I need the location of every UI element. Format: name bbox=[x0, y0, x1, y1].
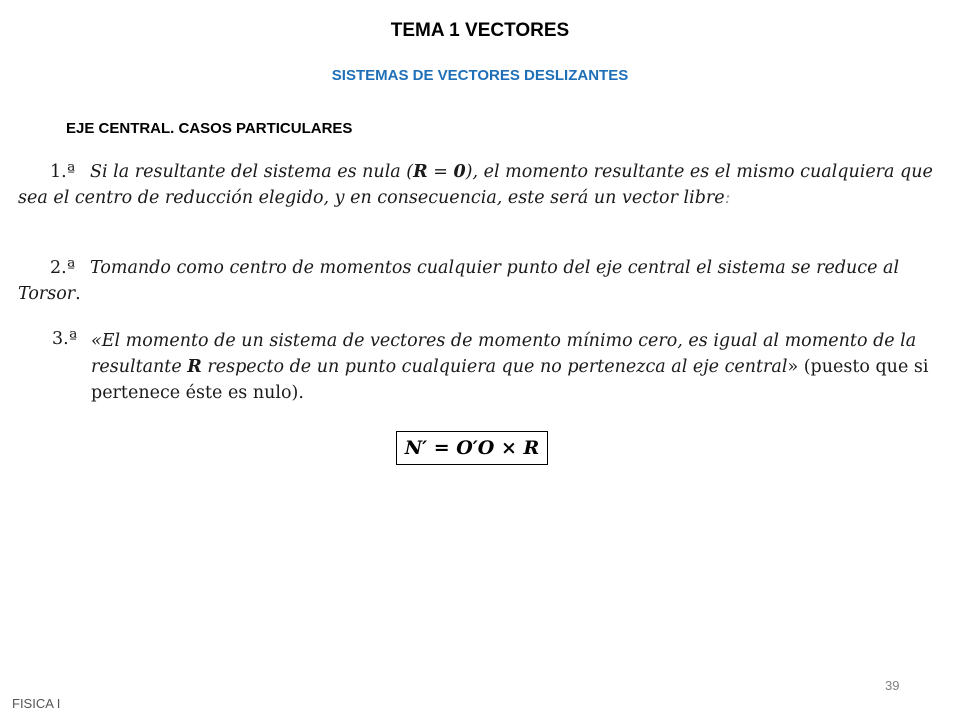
case-1-text-a: Si la resultante del sistema es nula ( bbox=[90, 162, 414, 182]
footer-course-label: FISICA I bbox=[12, 696, 61, 711]
formula-box: N′ = O′O × R bbox=[396, 431, 548, 465]
case-3-text-c: » (puesto que si pertenece éste es nulo). bbox=[91, 357, 929, 403]
slide-subtitle: SISTEMAS DE VECTORES DESLIZANTES bbox=[331, 67, 629, 84]
slide-title: TEMA 1 VECTORES bbox=[390, 20, 570, 41]
case-2-text: Tomando como centro de momentos cualquier punto del eje central el sistema se reduce al Torsor bbox=[18, 258, 900, 304]
case-1-trailing: : bbox=[724, 188, 731, 208]
case-3-body bbox=[91, 326, 933, 406]
case-1-symbol-r: R bbox=[413, 162, 428, 182]
case-1-symbol-zero: 0 bbox=[453, 162, 466, 182]
case-3-symbol-r: R bbox=[187, 357, 202, 377]
case-3-text-a: «El momento de un sistema de vectores de momento mínimo cero, es igual al momento de la resultante bbox=[91, 331, 917, 377]
case-1-equals: = bbox=[427, 162, 454, 182]
case-2-number: 2.ª bbox=[50, 258, 76, 278]
case-1-number: 1.ª bbox=[50, 162, 76, 182]
case-3-number: 3.ª bbox=[52, 329, 78, 349]
case-3-paragraph bbox=[52, 326, 933, 406]
section-heading: EJE CENTRAL. CASOS PARTICULARES bbox=[66, 120, 353, 137]
case-2-paragraph bbox=[18, 255, 933, 307]
case-1-paragraph bbox=[18, 159, 933, 211]
page-number: 39 bbox=[885, 678, 900, 693]
case-2-trailing: . bbox=[75, 284, 81, 304]
case-3-text-b: respecto de un punto cualquiera que no pertenezca al eje central bbox=[201, 357, 788, 377]
case-1-text-b: ), el momento resultante es el mismo cualquiera que sea el centro de reducción elegido, y en consecuencia, este será un vector libre bbox=[18, 162, 933, 208]
